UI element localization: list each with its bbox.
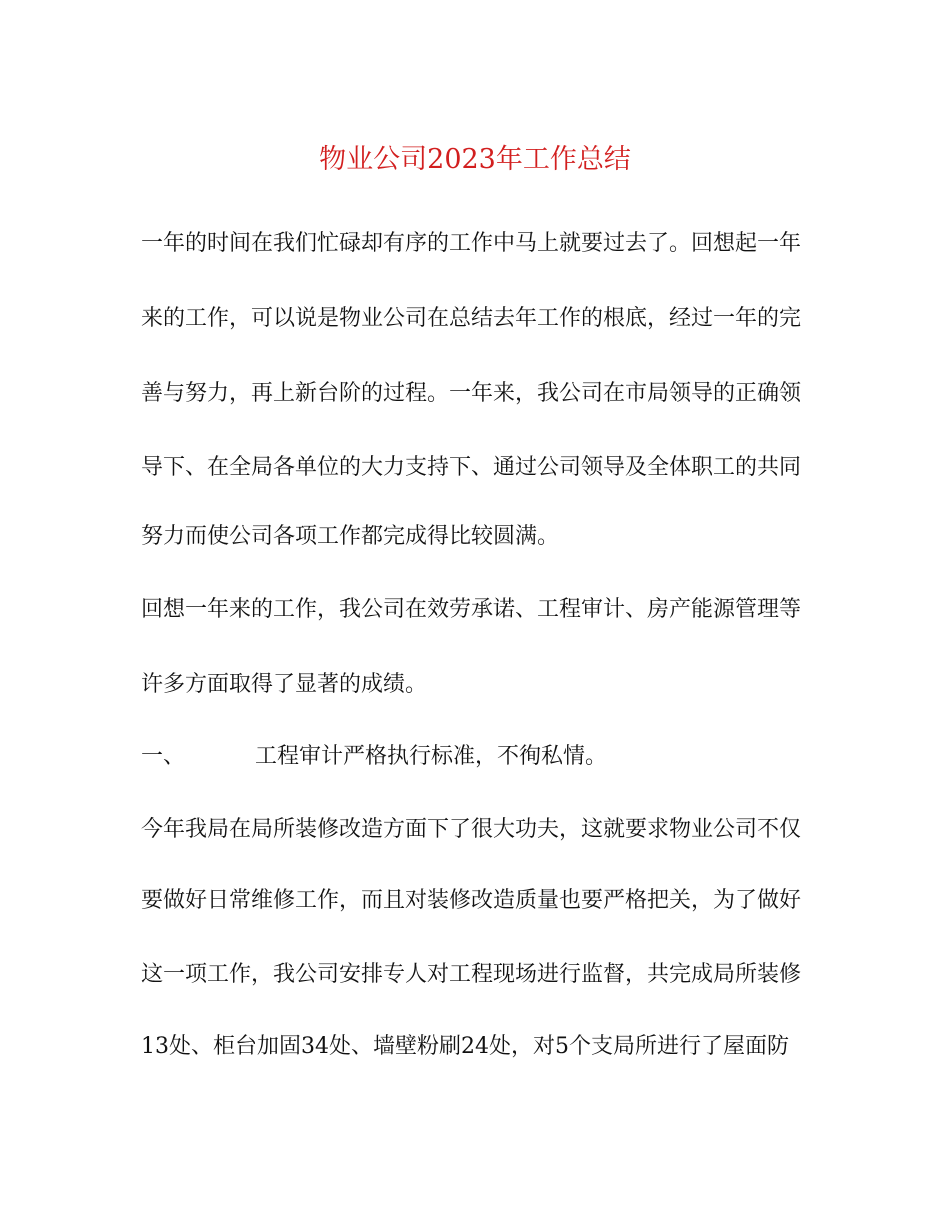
section-number: 一、: [141, 744, 186, 769]
document-title: 物业公司2023年工作总结: [319, 144, 631, 175]
section-heading: [141, 742, 811, 772]
paragraph-line: 努力而使公司各项工作都完成得比较圆满。: [141, 524, 560, 549]
section-heading-text: 工程审计严格执行标准，不徇私情。: [255, 744, 608, 769]
paragraph-line: 许多方面取得了显著的成绩。: [141, 672, 428, 697]
paragraph-line: 今年我局在局所装修改造方面下了很大功夫，这就要求物业公司不仅: [141, 817, 802, 842]
paragraph-line: 回想一年来的工作，我公司在效劳承诺、工程审计、房产能源管理等: [141, 597, 802, 622]
paragraph-line: 善与努力，再上新台阶的过程。一年来，我公司在市局领导的正确领: [141, 381, 802, 406]
paragraph-line: 来的工作，可以说是物业公司在总结去年工作的根底，经过一年的完: [141, 306, 802, 331]
paragraph-line: 导下、在全局各单位的大力支持下、通过公司领导及全体职工的共同: [141, 455, 802, 480]
paragraph-line: 要做好日常维修工作，而且对装修改造质量也要严格把关，为了做好: [141, 888, 802, 913]
paragraph-line: 这一项工作，我公司安排专人对工程现场进行监督，共完成局所装修: [141, 962, 802, 987]
paragraph-line: 一年的时间在我们忙碌却有序的工作中马上就要过去了。回想起一年: [141, 231, 802, 256]
paragraph-line: 13处、柜台加固34处、墙壁粉刷24处，对5个支局所进行了屋面防: [141, 1034, 789, 1059]
